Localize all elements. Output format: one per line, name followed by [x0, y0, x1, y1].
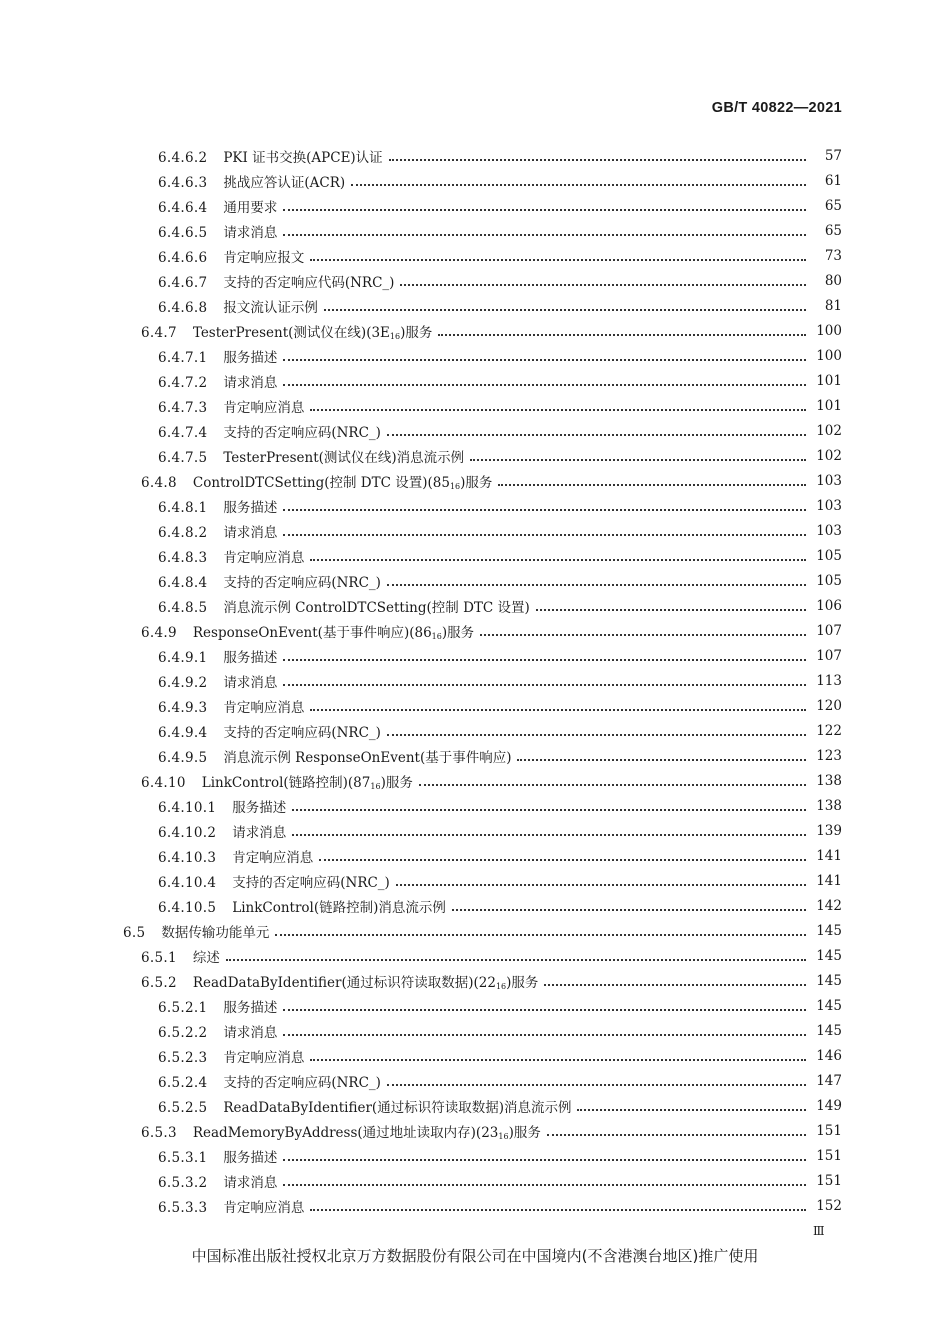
toc-entry-number: 6.4.6.2	[158, 149, 208, 166]
toc-entry-text: 服务描述	[223, 999, 278, 1016]
toc-leader-dots	[310, 545, 806, 561]
toc-entry-page: 102	[816, 447, 842, 464]
toc-entry-page: 147	[816, 1072, 842, 1089]
toc-entry-page: 103	[816, 472, 842, 489]
toc-entry-page: 100	[816, 322, 842, 339]
toc-entry-page: 141	[816, 872, 842, 889]
toc-entry-number: 6.4.7.3	[158, 399, 208, 416]
toc-entry-text: 服务描述	[223, 499, 278, 516]
toc-entry-title	[158, 171, 345, 191]
toc-leader-dots	[310, 695, 806, 711]
toc-entry[interactable]	[0, 993, 950, 1018]
toc-entry[interactable]	[0, 768, 950, 793]
toc-entry-page: 122	[816, 722, 842, 739]
toc-entry-number: 6.5.2.2	[158, 1024, 208, 1041]
toc-entry-number: 6.5.2.4	[158, 1074, 208, 1091]
toc-entry[interactable]	[0, 743, 950, 768]
toc-entry[interactable]	[0, 143, 950, 168]
toc-entry[interactable]	[0, 568, 950, 593]
toc-entry-page: 73	[824, 247, 842, 264]
toc-entry-title	[158, 671, 277, 691]
document-code: GB/T 40822—2021	[711, 100, 842, 116]
toc-leader-dots	[498, 470, 806, 486]
toc-entry-title	[158, 1071, 381, 1091]
toc-leader-dots	[310, 1195, 806, 1211]
toc-entry-number: 6.4.8.1	[158, 499, 208, 516]
toc-leader-dots	[387, 420, 806, 436]
toc-entry-text: 请求消息	[223, 1024, 278, 1041]
toc-entry-number: 6.4.10.3	[158, 849, 217, 866]
toc-entry-number: 6.4.8.4	[158, 574, 208, 591]
toc-leader-dots	[283, 995, 806, 1011]
toc-leader-dots	[283, 670, 806, 686]
toc-entry-number: 6.4.7.1	[158, 349, 208, 366]
toc-entry-text: 支持的否定响应码(NRC_)	[232, 874, 390, 891]
toc-leader-dots	[275, 920, 806, 936]
toc-entry-title	[158, 571, 381, 591]
toc-entry-page: 138	[816, 797, 842, 814]
toc-entry-title	[158, 346, 277, 366]
toc-entry-subscript: 16	[431, 631, 442, 641]
toc-entry-title	[158, 196, 277, 216]
toc-entry[interactable]	[0, 1043, 950, 1068]
toc-entry-page: 142	[816, 897, 842, 914]
toc-entry-suffix: )服务	[506, 974, 539, 991]
toc-entry-title	[158, 396, 304, 416]
toc-leader-dots	[452, 895, 806, 911]
footer-notice: 中国标准出版社授权北京万方数据股份有限公司在中国境内(不含港澳台地区)推广使用	[191, 1247, 759, 1265]
toc-entry-page: 149	[816, 1097, 842, 1114]
toc-leader-dots	[226, 945, 806, 961]
toc-entry-page: 146	[816, 1047, 842, 1064]
toc-entry[interactable]	[0, 718, 950, 743]
page-number: Ⅲ	[813, 1224, 825, 1238]
toc-entry-page: 105	[816, 547, 842, 564]
toc-leader-dots	[292, 795, 806, 811]
toc-entry-page: 103	[816, 522, 842, 539]
toc-entry-text: TesterPresent(测试仪在线)消息流示例	[223, 449, 465, 466]
toc-entry-number: 6.4.9.1	[158, 649, 208, 666]
toc-leader-dots	[536, 595, 806, 611]
toc-entry-page: 103	[816, 497, 842, 514]
toc-entry[interactable]	[0, 818, 950, 843]
toc-leader-dots	[283, 520, 806, 536]
toc-entry-number: 6.4.6.8	[158, 299, 208, 316]
toc-entry[interactable]	[0, 968, 950, 993]
toc-entry-title	[158, 1171, 277, 1191]
toc-leader-dots	[351, 170, 806, 186]
toc-entry-page: 80	[824, 272, 842, 289]
toc-entry-title	[158, 1196, 304, 1216]
toc-entry-title	[158, 221, 277, 241]
toc-entry-text: 服务描述	[232, 799, 287, 816]
toc-entry-page: 65	[824, 197, 842, 214]
toc-entry-page: 107	[816, 647, 842, 664]
toc-entry-page: 145	[816, 1022, 842, 1039]
toc-entry-title	[158, 246, 304, 266]
toc-leader-dots	[547, 1120, 806, 1136]
toc-leader-dots	[396, 870, 806, 886]
toc-entry[interactable]	[0, 468, 950, 493]
toc-entry-text: 请求消息	[223, 1174, 278, 1191]
toc-entry-number: 6.4.8	[141, 474, 177, 491]
toc-entry[interactable]	[0, 1143, 950, 1168]
toc-entry-text: 通用要求	[223, 199, 278, 216]
toc-leader-dots	[387, 570, 806, 586]
toc-entry[interactable]	[0, 393, 950, 418]
toc-leader-dots	[387, 720, 806, 736]
toc-entry-title	[158, 271, 394, 291]
toc-entry-suffix: )服务	[400, 324, 433, 341]
toc-entry-text: 请求消息	[232, 824, 287, 841]
toc-entry[interactable]	[0, 643, 950, 668]
toc-entry-title	[158, 646, 277, 666]
toc-entry-number: 6.4.10.4	[158, 874, 217, 891]
toc-entry-subscript: 16	[498, 1131, 509, 1141]
toc-entry-text: LinkControl(链路控制)(87	[201, 774, 371, 791]
toc-entry-title	[141, 621, 474, 641]
toc-entry[interactable]	[0, 793, 950, 818]
toc-entry[interactable]	[0, 543, 950, 568]
toc-entry-number: 6.5.3.2	[158, 1174, 208, 1191]
toc-entry-number: 6.4.9.2	[158, 674, 208, 691]
toc-entry-number: 6.5.2.1	[158, 999, 208, 1016]
toc-entry-text: 请求消息	[223, 374, 278, 391]
toc-entry-page: 123	[816, 747, 842, 764]
toc-entry-title	[158, 746, 511, 766]
toc-entry-page: 145	[816, 922, 842, 939]
toc-entry-number: 6.4.10.2	[158, 824, 217, 841]
toc-entry-title	[158, 546, 304, 566]
toc-entry[interactable]	[0, 418, 950, 443]
toc-entry-page: 151	[816, 1122, 842, 1139]
toc-entry-number: 6.4.7	[141, 324, 177, 341]
toc-entry-title	[158, 1096, 571, 1116]
toc-entry-title	[158, 596, 530, 616]
toc-leader-dots	[389, 145, 806, 161]
toc-entry-suffix: )服务	[441, 624, 475, 641]
toc-entry[interactable]	[0, 243, 950, 268]
toc-leader-dots	[283, 220, 806, 236]
toc-entry-title	[158, 721, 381, 741]
toc-entry-text: 支持的否定响应代码(NRC_)	[223, 274, 395, 291]
toc-leader-dots	[324, 295, 806, 311]
toc-entry-page: 152	[816, 1197, 842, 1214]
toc-entry-text: 综述	[192, 949, 220, 966]
toc-entry-page: 101	[816, 372, 842, 389]
toc-entry-text: 报文流认证示例	[223, 299, 318, 316]
toc-entry-title	[158, 371, 277, 391]
toc-entry[interactable]	[0, 343, 950, 368]
toc-leader-dots	[283, 1170, 806, 1186]
toc-entry-page: 145	[816, 972, 842, 989]
toc-entry[interactable]	[0, 518, 950, 543]
toc-entry-text: 支持的否定响应码(NRC_)	[223, 424, 381, 441]
toc-entry-page: 57	[824, 147, 842, 164]
toc-entry[interactable]	[0, 368, 950, 393]
toc-entry-title	[158, 146, 383, 166]
toc-entry-text: 请求消息	[223, 524, 278, 541]
toc-entry[interactable]	[0, 1018, 950, 1043]
toc-entry-title	[158, 1146, 277, 1166]
toc-entry-page: 105	[816, 572, 842, 589]
toc-entry[interactable]	[0, 693, 950, 718]
toc-entry-title	[123, 921, 269, 941]
toc-entry-text: ReadDataByIdentifier(通过标识符读取数据)(22	[192, 974, 496, 991]
toc-entry[interactable]	[0, 318, 950, 343]
toc-entry-title	[158, 821, 286, 841]
toc-leader-dots	[283, 1020, 806, 1036]
toc-entry-text: 请求消息	[223, 224, 278, 241]
toc-entry[interactable]	[0, 943, 950, 968]
toc-entry-title	[141, 946, 220, 966]
toc-entry-title	[158, 1046, 304, 1066]
toc-leader-dots	[283, 645, 806, 661]
toc-entry-page: 145	[816, 997, 842, 1014]
toc-entry-text: 服务描述	[223, 649, 278, 666]
toc-leader-dots	[283, 345, 806, 361]
toc-entry-title	[141, 471, 492, 491]
toc-entry[interactable]	[0, 1193, 950, 1218]
toc-entry-text: 支持的否定响应码(NRC_)	[223, 724, 381, 741]
toc-entry-title	[158, 1021, 277, 1041]
toc-entry-title	[158, 996, 277, 1016]
toc-entry-number: 6.4.8.2	[158, 524, 208, 541]
toc-entry-subscript: 16	[449, 481, 461, 491]
toc-entry-number: 6.4.9.3	[158, 699, 208, 716]
toc-entry-number: 6.5.3.3	[158, 1199, 208, 1216]
toc-entry-number: 6.4.10	[141, 774, 186, 791]
toc-entry-suffix: )服务	[508, 1124, 541, 1141]
toc-entry-page: 65	[824, 222, 842, 239]
toc-entry-text: 肯定响应消息	[223, 549, 305, 566]
toc-entry-number: 6.4.8.5	[158, 599, 208, 616]
toc-entry-title	[158, 871, 390, 891]
toc-entry[interactable]	[0, 918, 950, 943]
toc-entry-text: 服务描述	[223, 1149, 278, 1166]
toc-entry-page: 139	[816, 822, 842, 839]
toc-entry[interactable]	[0, 843, 950, 868]
toc-leader-dots	[480, 620, 806, 636]
toc-entry-page: 100	[816, 347, 842, 364]
toc-entry[interactable]	[0, 268, 950, 293]
toc-entry-text: 肯定响应消息	[232, 849, 314, 866]
toc-entry-text: 肯定响应消息	[223, 1199, 305, 1216]
toc-entry[interactable]	[0, 618, 950, 643]
toc-entry-title	[158, 496, 277, 516]
toc-entry-subscript: 16	[495, 981, 507, 991]
toc-entry-number: 6.4.6.3	[158, 174, 208, 191]
toc-entry-page: 101	[816, 397, 842, 414]
toc-entry-number: 6.4.7.2	[158, 374, 208, 391]
toc-entry-number: 6.5.2.5	[158, 1099, 208, 1116]
toc-leader-dots	[319, 845, 806, 861]
toc-entry-page: 120	[816, 697, 842, 714]
toc-entry-text: ResponseOnEvent(基于事件响应)(86	[192, 624, 432, 641]
toc-leader-dots	[283, 370, 806, 386]
toc-entry-number: 6.4.9	[141, 624, 177, 641]
toc-entry-page: 151	[816, 1147, 842, 1164]
toc-entry-subscript: 16	[370, 781, 381, 791]
toc-entry-number: 6.5.3.1	[158, 1149, 208, 1166]
toc-leader-dots	[310, 1045, 806, 1061]
toc-leader-dots	[387, 1070, 806, 1086]
toc-entry-text: ControlDTCSetting(控制 DTC 设置)(85	[192, 474, 450, 491]
toc-entry-text: 消息流示例 ControlDTCSetting(控制 DTC 设置)	[223, 599, 530, 616]
toc-entry-text: 肯定响应消息	[223, 1049, 305, 1066]
toc-leader-dots	[283, 195, 806, 211]
toc-entry-page: 106	[816, 597, 842, 614]
toc-entry-text: 肯定响应报文	[223, 249, 305, 266]
toc-entry-text: TesterPresent(测试仪在线)(3E	[192, 324, 390, 341]
toc-entry-number: 6.5.2	[141, 974, 177, 991]
toc-entry[interactable]	[0, 668, 950, 693]
toc-entry-number: 6.4.7.4	[158, 424, 208, 441]
toc-entry-page: 102	[816, 422, 842, 439]
toc-entry-text: 支持的否定响应码(NRC_)	[223, 1074, 381, 1091]
toc-entry-text: LinkControl(链路控制)消息流示例	[232, 899, 446, 916]
toc-entry[interactable]	[0, 1068, 950, 1093]
toc-entry-text: 请求消息	[223, 674, 278, 691]
toc-entry-page: 113	[816, 672, 842, 689]
toc-entry-text: 肯定响应消息	[223, 399, 305, 416]
toc-entry-number: 6.5.3	[141, 1124, 177, 1141]
toc-leader-dots	[310, 245, 806, 261]
toc-entry[interactable]	[0, 868, 950, 893]
toc-entry[interactable]	[0, 218, 950, 243]
toc-entry[interactable]	[0, 593, 950, 618]
toc-leader-dots	[400, 270, 806, 286]
toc-leader-dots	[310, 395, 806, 411]
toc-entry-title	[158, 846, 313, 866]
toc-entry[interactable]	[0, 193, 950, 218]
toc-entry-page: 107	[816, 622, 842, 639]
toc-leader-dots	[419, 770, 806, 786]
toc-entry-page: 138	[816, 772, 842, 789]
toc-entry-number: 6.5.2.3	[158, 1049, 208, 1066]
toc-entry-title	[141, 771, 413, 791]
toc-leader-dots	[470, 445, 806, 461]
toc-entry-title	[158, 521, 277, 541]
toc-entry-title	[141, 971, 538, 991]
toc-entry-suffix: )服务	[380, 774, 413, 791]
toc-entry[interactable]	[0, 893, 950, 918]
toc-entry-number: 6.4.6.5	[158, 224, 208, 241]
toc-entry-number: 6.4.6.6	[158, 249, 208, 266]
toc-leader-dots	[283, 1145, 806, 1161]
toc-entry-text: 消息流示例 ResponseOnEvent(基于事件响应)	[223, 749, 512, 766]
toc-entry-text: 肯定响应消息	[223, 699, 305, 716]
toc-entry-text: 服务描述	[223, 349, 278, 366]
toc-entry-subscript: 16	[389, 331, 401, 341]
toc-entry-title	[158, 421, 381, 441]
toc-entry-title	[141, 321, 432, 341]
toc-entry-text: ReadMemoryByAddress(通过地址读取内存)(23	[192, 1124, 499, 1141]
toc-entry-page: 151	[816, 1172, 842, 1189]
toc-entry-title	[158, 796, 286, 816]
toc-entry-number: 6.5	[123, 924, 146, 941]
toc-entry-number: 6.4.10.5	[158, 899, 217, 916]
toc-entry-suffix: )服务	[460, 474, 493, 491]
toc-entry-page: 141	[816, 847, 842, 864]
toc-leader-dots	[438, 320, 806, 336]
toc-entry-number: 6.4.8.3	[158, 549, 208, 566]
toc-entry-number: 6.5.1	[141, 949, 177, 966]
toc-entry-page: 81	[824, 297, 842, 314]
toc-entry[interactable]	[0, 1118, 950, 1143]
toc-entry-page: 145	[816, 947, 842, 964]
toc-entry-number: 6.4.9.4	[158, 724, 208, 741]
toc-entry-text: 支持的否定响应码(NRC_)	[223, 574, 381, 591]
toc-entry-title	[141, 1121, 541, 1141]
toc-leader-dots	[517, 745, 806, 761]
toc-leader-dots	[544, 970, 806, 986]
toc-entry-number: 6.4.7.5	[158, 449, 208, 466]
toc-entry-number: 6.4.6.7	[158, 274, 208, 291]
toc-entry-title	[158, 696, 304, 716]
toc-entry[interactable]	[0, 1168, 950, 1193]
toc-entry-text: PKI 证书交换(APCE)认证	[223, 149, 383, 166]
toc-entry-number: 6.4.9.5	[158, 749, 208, 766]
toc-entry[interactable]	[0, 1093, 950, 1118]
toc-entry-page: 61	[824, 172, 842, 189]
toc-entry-text: ReadDataByIdentifier(通过标识符读取数据)消息流示例	[223, 1099, 572, 1116]
toc-entry-title	[158, 296, 318, 316]
toc-leader-dots	[292, 820, 806, 836]
toc-entry[interactable]	[0, 443, 950, 468]
toc-entry[interactable]	[0, 493, 950, 518]
toc-entry-text: 数据传输功能单元	[161, 924, 270, 941]
toc-entry-text: 挑战应答认证(ACR)	[223, 174, 346, 191]
toc-leader-dots	[283, 495, 806, 511]
toc-leader-dots	[577, 1095, 806, 1111]
toc-entry[interactable]	[0, 168, 950, 193]
toc-entry-title	[158, 896, 446, 916]
toc-entry-title	[158, 446, 464, 466]
toc-entry-number: 6.4.6.4	[158, 199, 208, 216]
toc-entry[interactable]	[0, 293, 950, 318]
toc-entry-number: 6.4.10.1	[158, 799, 217, 816]
